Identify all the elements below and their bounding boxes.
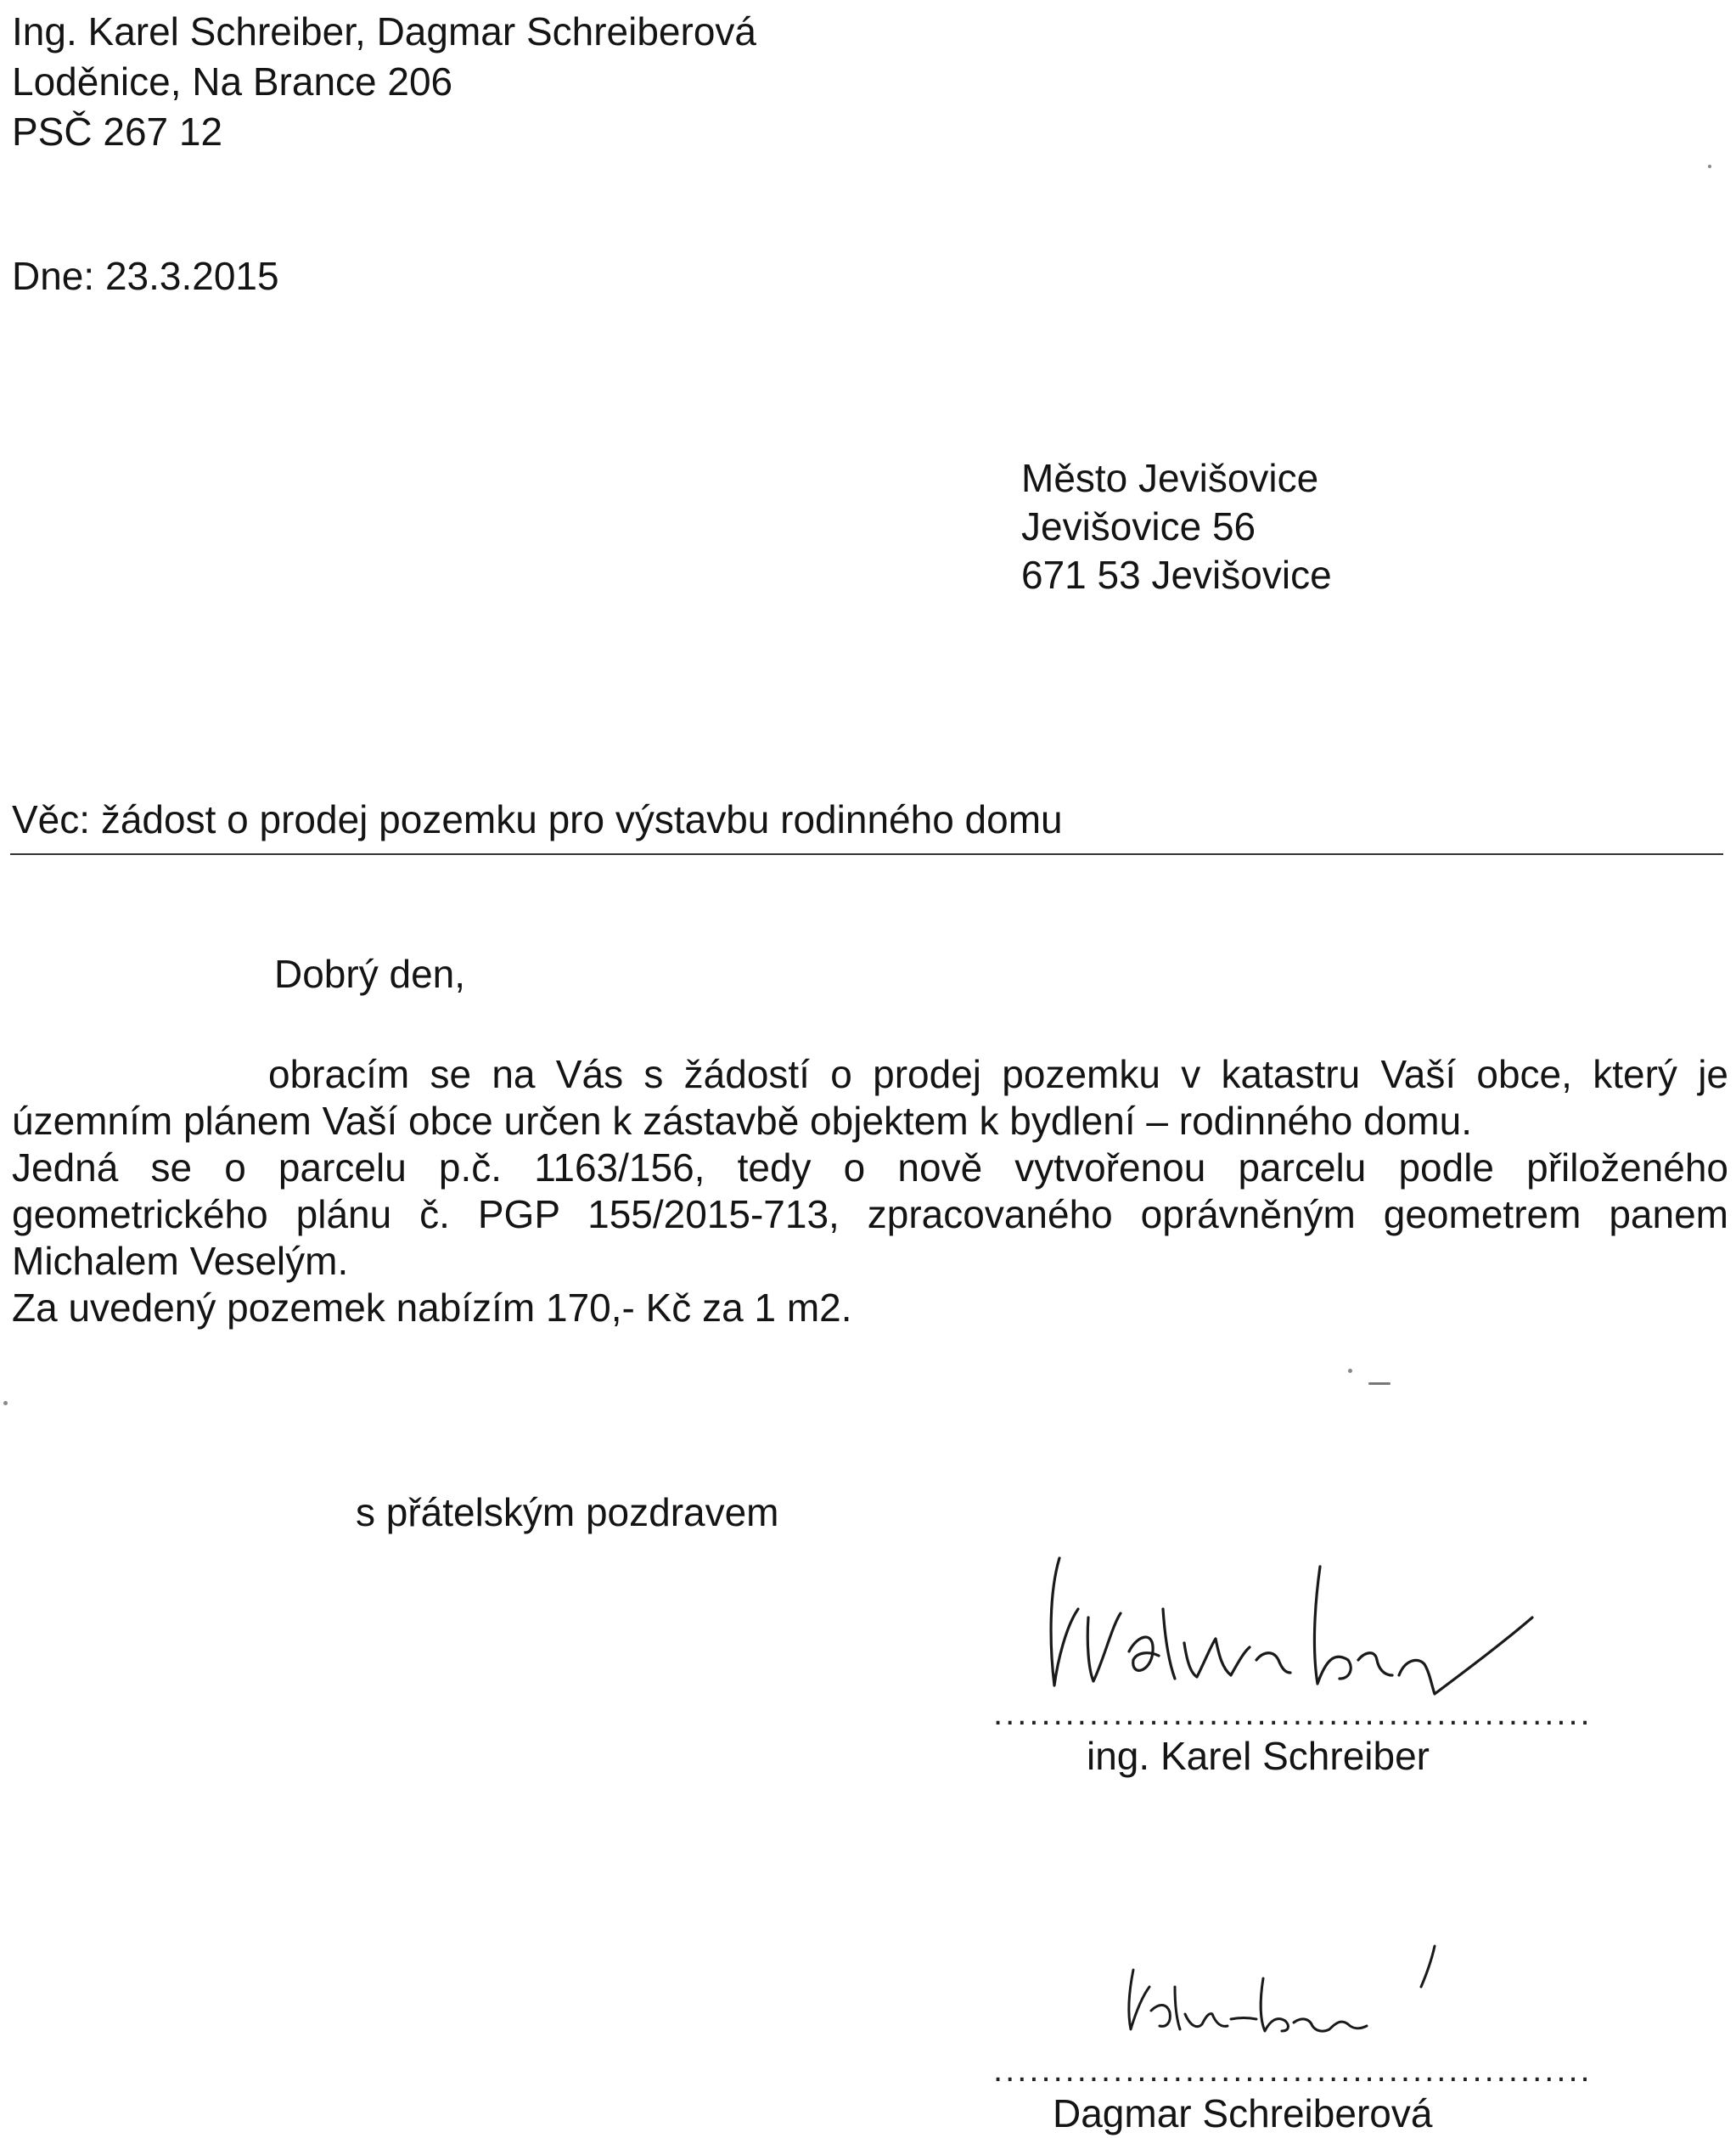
signatory-name-dagmar: Dagmar Schreiberová bbox=[1053, 2091, 1433, 2135]
recipient-name: Město Jevišovice bbox=[1021, 456, 1319, 500]
signatory-name-karel: ing. Karel Schreiber bbox=[1087, 1734, 1430, 1778]
recipient-city: 671 53 Jevišovice bbox=[1021, 553, 1332, 597]
handwritten-signature-karel bbox=[993, 1533, 1537, 1702]
body-paragraph-3: Za uvedený pozemek nabízím 170,- Kč za 1 m2. bbox=[12, 1286, 852, 1330]
letter-date: Dne: 23.3.2015 bbox=[12, 254, 279, 298]
recipient-street: Jevišovice 56 bbox=[1021, 504, 1256, 549]
scan-speck bbox=[3, 1401, 8, 1405]
subject-divider bbox=[10, 853, 1723, 855]
sender-postcode: PSČ 267 12 bbox=[12, 110, 223, 154]
signature-line-dagmar: .................................................. bbox=[993, 2051, 1593, 2089]
body-paragraph-2: Jedná se o parcelu p.č. 1163/156, tedy o nově vytvořenou parcelu podle přiloženého geometrického plánu č. PGP 155/2015-713, zpracovaného oprávněným geometrem panem Michalem Veselým. bbox=[12, 1145, 1728, 1283]
subject-line: Věc: žádost o prodej pozemku pro výstavbu rodinného domu bbox=[12, 797, 1063, 841]
scan-speck bbox=[1348, 1369, 1352, 1373]
signature-block-dagmar bbox=[993, 1944, 1593, 2135]
sender-street: Loděnice, Na Brance 206 bbox=[12, 59, 453, 104]
greeting: Dobrý den, bbox=[274, 952, 466, 996]
scan-mark bbox=[1368, 1382, 1390, 1385]
body-paragraph-1: obracím se na Vás s žádostí o prodej pozemku v katastru Vaší obce, který je územním plánem Vaší obce určen k zástavbě objektem k bydlení – rodinného domu. bbox=[12, 1052, 1728, 1143]
signature-line-karel: .................................................. bbox=[993, 1695, 1593, 1732]
signature-block-karel bbox=[993, 1533, 1593, 1779]
letter-body bbox=[12, 1051, 1728, 1331]
closing-phrase: s přátelským pozdravem bbox=[356, 1490, 779, 1534]
scan-speck bbox=[1708, 165, 1711, 168]
sender-name: Ing. Karel Schreiber, Dagmar Schreiberová bbox=[12, 9, 756, 53]
handwritten-signature-dagmar bbox=[993, 1944, 1537, 2063]
